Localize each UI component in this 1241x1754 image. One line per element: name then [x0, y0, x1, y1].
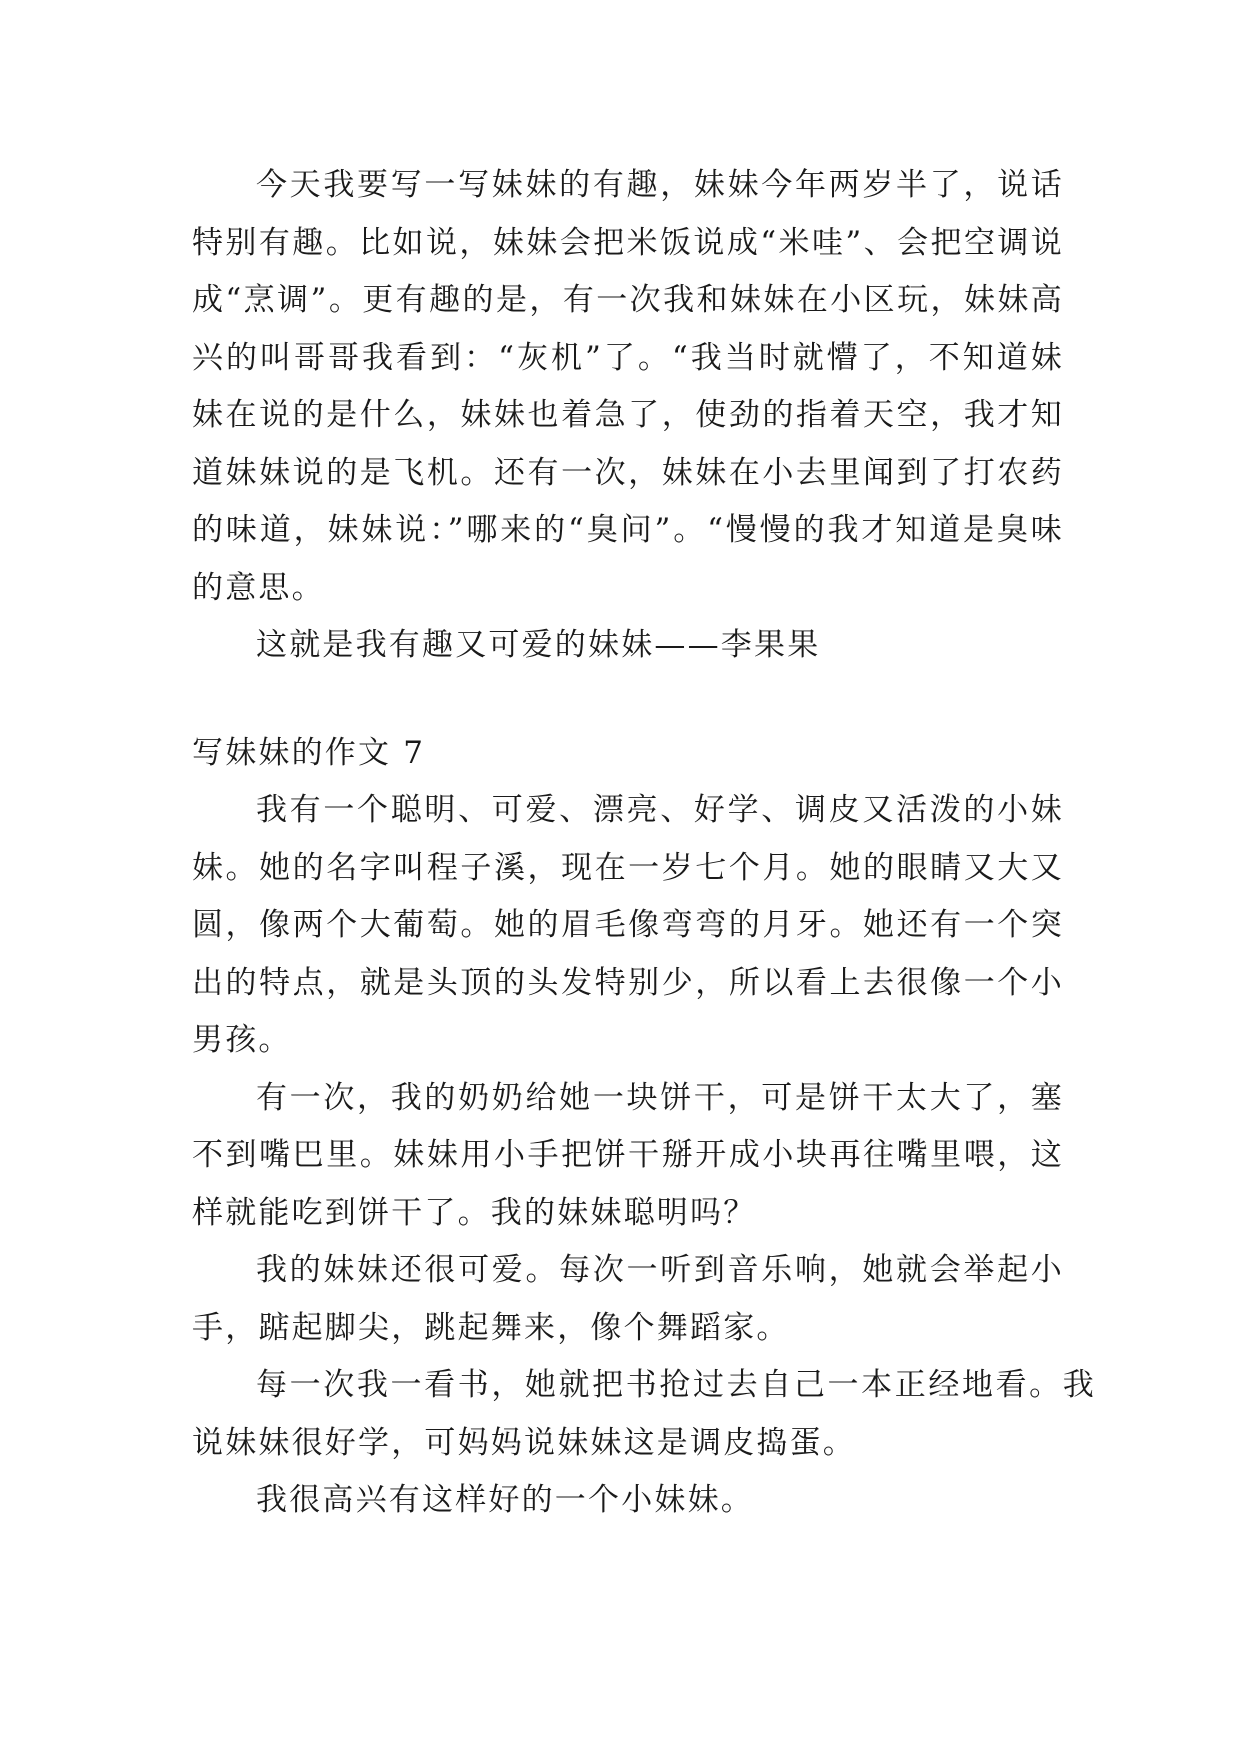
paragraph-sister-biscuit: 有一次，我的奶奶给她一块饼干，可是饼干太大了，塞不到嘴巴里。妹妹用小手把饼干掰开成小块再往嘴里喂，这样就能吃到饼干了。我的妹妹聪明吗？: [192, 1079, 1064, 1231]
paragraph-sister-reading: 每一次我一看书，她就把书抢过去自己一本正经地看。我说妹妹很好学，可妈妈说妹妹这是调皮捣蛋。: [192, 1367, 1096, 1461]
section-spacer: [192, 675, 1064, 725]
document-body: [192, 157, 1096, 1530]
paragraph-sister-dance: 我的妹妹还很可爱。每次一听到音乐响，她就会举起小手，踮起脚尖，跳起舞来，像个舞蹈家。: [192, 1252, 1064, 1346]
paragraph-sister-funny-speech: 今天我要写一写妹妹的有趣，妹妹今年两岁半了，说话特别有趣。比如说，妹妹会把米饭说成“米哇”、会把空调说成“烹调”。更有趣的是，有一次我和妹妹在小区玩，妹妹高兴的叫哥哥我看到：“灰机”了。“我当时就懵了，不知道妹妹在说的是什么，妹妹也着急了，使劲的指着天空，我才知道妹妹说的是飞机。还有一次，妹妹在小去里闻到了打农药的味道，妹妹说：”哪来的“臭问”。“慢慢的我才知道是臭味的意思。: [192, 167, 1064, 606]
paragraph-sister-conclusion: 我很高兴有这样好的一个小妹妹。: [256, 1482, 754, 1518]
section-title: 写妹妹的作文 7: [192, 734, 426, 771]
paragraph-sister-closing-line: 这就是我有趣又可爱的妹妹——李果果: [256, 627, 821, 663]
paragraph-sister-description: 我有一个聪明、可爱、漂亮、好学、调皮又活泼的小妹妹。她的名字叫程子溪，现在一岁七个月。她的眼睛又大又圆，像两个大葡萄。她的眉毛像弯弯的月牙。她还有一个突出的特点，就是头顶的头发特别少，所以看上去很像一个小男孩。: [192, 792, 1064, 1058]
